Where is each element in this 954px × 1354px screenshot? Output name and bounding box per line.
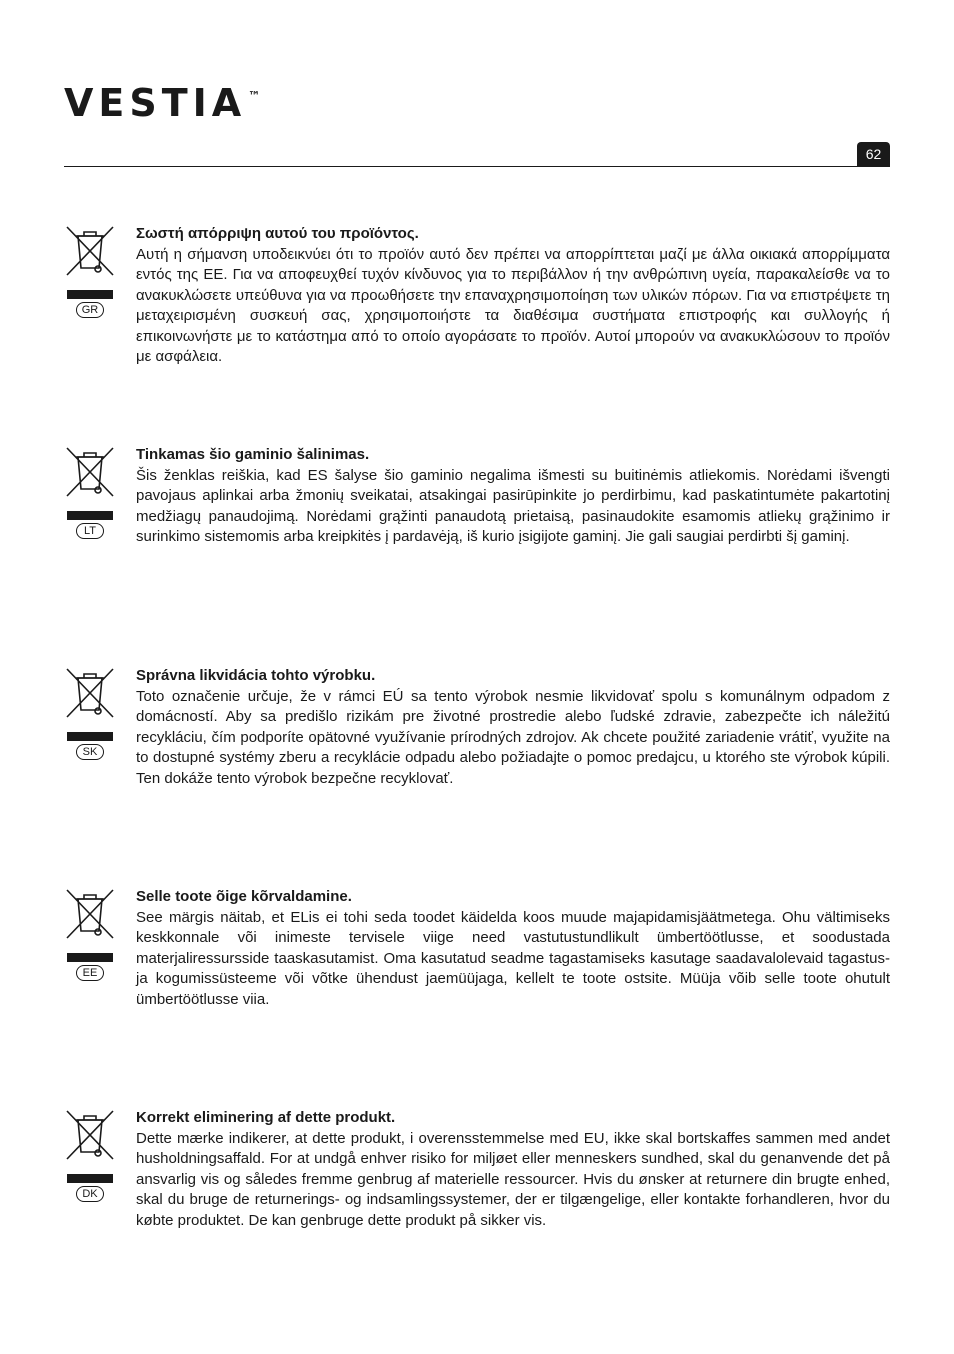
section-body: Toto označenie určuje, že v rámci EÚ sa tento výrobok nesmie likvidovať spolu s komunálnym odpadom z domácností. Aby sa predišlo rizikám pre životné prostredie alebo ľudské zdravie, zabezpečte ich náležitú recykláciu, čím podporíte opätovné využívanie prírodných zdrojov. Ak chcete použité zariadenie vrátiť, využite na to dostupné systémy zberu a recyklácie odpadu alebo požiadajte o pomoc predajcu, u ktorého ste výrobok kúpili. Ten dokáže tento výrobok bezpečne recyklovať. <box>136 687 890 787</box>
section-body: Αυτή η σήμανση υποδεικνύει ότι το προϊόν αυτό δεν πρέπει να απορρίπτεται μαζί με άλλα οικιακά απορρίμματα εντός της ΕΕ. Για να αποφευχθεί τυχόν κίνδυνος για το περιβάλλον ή την ανθρώπινη υγεία, παρακαλείσθε να το ανακυκλώσετε υπεύθυνα για να προωθήσετε την επαναχρησιμοποίηση των υλικών πόρων. Για να επιστρέψετε τη μεταχειρισμένη συσκευή σας, χρησιμοποιήστε τα διαθέσιμα συστήματα επιστροφής και συλλογής ή επικοινωνήστε με το κατάστημα από το οποίο αγοράσατε το προϊόν. Αυτοί μπορούν να ανακυκλώσουν το προϊόν με ασφάλεια. <box>136 245 890 365</box>
section-title: Selle toote õige kõrvaldamine. <box>136 888 352 905</box>
section-body: See märgis näitab, et ELis ei tohi seda toodet käidelda koos muude majapidamisjäätmetega. Ohu vältimiseks keskkonnale või inimeste tervisele viige need vastutustundlikult ümbertöötlusse, et soodustada materjaliressursside taaskasutamist. Oma kasutatud seadme tagastamiseks kasutage saadavalolevaid tagastus- ja kogumissüsteeme või võtke ühendust jaemüüjaga, kellelt te toote ostsite. Müüja võib selle toote ohutult ümbertöötlusse viia. <box>136 908 890 1008</box>
country-code-badge: LT <box>76 523 104 539</box>
crossed-out-wheelie-bin-icon <box>64 887 116 941</box>
country-code-badge: EE <box>76 965 104 981</box>
weee-symbol <box>64 1108 116 1202</box>
section-title: Korrekt eliminering af dette produkt. <box>136 1109 396 1126</box>
weee-symbol <box>64 666 116 760</box>
country-code-badge: GR <box>76 302 104 318</box>
section-body: Šis ženklas reiškia, kad ES šalyse šio gaminio negalima išmesti su buitinėmis atliekomis. Norėdami išvengti pavojaus aplinkai arba žmonių sveikatai, atsakingai pasirūpinkite jo perdirbimu, kad paskatintumėte pakartotinį medžiagų panaudojimą. Norėdami grąžinti panaudotą prietaisą, pasinaudokite esamomis atliekų grąžinimo ir surinkimo sistemomis arba kreipkitės į pardavėją, iš kurio įsigijote gaminį. Jie gali saugiai perdirbti šį gaminį. <box>136 466 890 545</box>
section-title: Správna likvidácia tohto výrobku. <box>136 667 376 684</box>
crossed-out-wheelie-bin-icon <box>64 1108 116 1162</box>
black-bar <box>67 1174 113 1183</box>
weee-symbol <box>64 445 116 539</box>
black-bar <box>67 953 113 962</box>
black-bar <box>67 290 113 299</box>
crossed-out-wheelie-bin-icon <box>64 445 116 499</box>
section-title: Σωστή απόρριψη αυτού του προϊόντος. <box>136 225 419 242</box>
black-bar <box>67 511 113 520</box>
country-code-badge: SK <box>76 744 104 760</box>
weee-symbol <box>64 224 116 318</box>
section-title: Tinkamas šio gaminio šalinimas. <box>136 446 370 463</box>
weee-symbol <box>64 887 116 981</box>
header-divider <box>64 166 890 167</box>
page-number: 62 <box>857 142 890 166</box>
section-body: Dette mærke indikerer, at dette produkt, i overensstemmelse med EU, ikke skal bortskaffes sammen med andet husholdningsaffald. For at undgå enhver risiko for miljøet eller menneskers sundhed, skal du genanvende det på ansvarlig vis og således fremme genbrug af materielle ressourcer. Hvis du ønsker at returnere din brugte enhed, skal du bruge de returnerings- og indsamlingssystemer, der er tilgængelige, eller kontakte forhandleren, hvor du købte produktet. De kan genbruge dette produkt på sikker vis. <box>136 1129 890 1229</box>
brand-name: VESTIA <box>64 81 247 125</box>
crossed-out-wheelie-bin-icon <box>64 666 116 720</box>
crossed-out-wheelie-bin-icon <box>64 224 116 278</box>
black-bar <box>67 732 113 741</box>
brand-logo <box>64 81 261 125</box>
country-code-badge: DK <box>76 1186 104 1202</box>
trademark-mark: ™ <box>248 89 261 103</box>
